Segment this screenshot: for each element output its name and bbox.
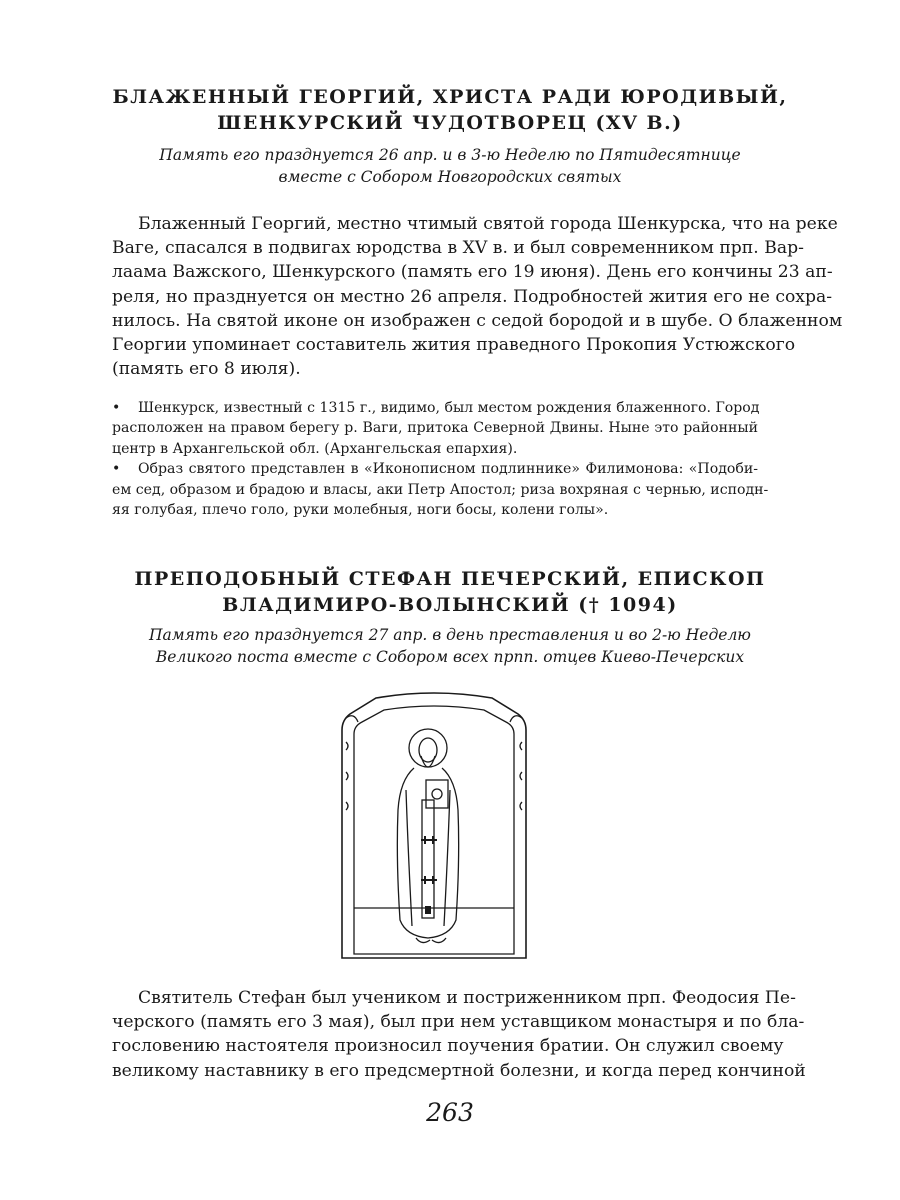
note-bullet: • xyxy=(112,461,121,478)
saint-icon-illustration xyxy=(336,690,532,960)
note-1-line: центр в Архангельской обл. (Архангельская епархия). xyxy=(112,440,518,457)
section1-body-line: (память его 8 июля). xyxy=(112,359,301,380)
section1-notes xyxy=(112,398,769,520)
section2-title-line-1: ПРЕПОДОБНЫЙ СТЕФАН ПЕЧЕРСКИЙ, ЕПИСКОП xyxy=(134,568,766,590)
section2-title-line-2: ВЛАДИМИРО-ВОЛЫНСКИЙ († 1094) xyxy=(222,594,678,616)
note-1-line: расположен на правом берегу р. Ваги, притока Северной Двины. Ныне это районный xyxy=(112,420,758,437)
section1-title-line-1: БЛАЖЕННЫЙ ГЕОРГИЙ, ХРИСТА РАДИ ЮРОДИВЫЙ, xyxy=(112,86,788,108)
note-2-line: ем сед, образом и брадою и власы, аки Петр Апостол; риза вохряная с чернью, исподн- xyxy=(112,481,769,498)
page-number: 263 xyxy=(426,1098,474,1127)
section1-body xyxy=(112,212,843,381)
note-bullet: • xyxy=(112,400,121,416)
section1-body-line: Георгии упоминает составитель жития праведного Прокопия Устюжского xyxy=(112,335,796,356)
note-2-line: • Образ святого представлен в «Иконописном подлиннике» Филимонова: «Подоби- xyxy=(112,459,758,479)
section1-body-line: Ваге, спасался в подвигах юродства в XV в. и был современником прп. Вар- xyxy=(112,238,804,259)
section2-body-line: черского (память его 3 мая), был при нем уставщиком монастыря и по бла- xyxy=(112,1012,805,1033)
section2-title xyxy=(110,566,790,618)
saint-icon xyxy=(336,690,532,960)
section2-memory-line-1: Память его празднуется 27 апр. в день преставления и во 2-ю Неделю xyxy=(149,626,751,644)
section1-title-line-2: ШЕНКУРСКИЙ ЧУДОТВОРЕЦ (XV В.) xyxy=(217,112,683,134)
section2-body-line: великому наставнику в его предсмертной болезни, и когда перед кончиной xyxy=(112,1060,806,1081)
section1-memory-line-2: вместе с Собором Новгородских святых xyxy=(278,168,622,186)
section2-memory xyxy=(110,624,790,668)
note-2-line: яя голубая, плечо голо, руки молебныя, ноги босы, колени голы». xyxy=(112,502,609,519)
section2-body-line: Святитель Стефан был учеником и постриженником прп. Феодосия Пе- xyxy=(138,988,796,1008)
section1-title xyxy=(110,84,790,136)
section2-memory-line-2: Великого поста вместе с Собором всех прпп. отцев Киево-Печерских xyxy=(155,648,745,666)
note-1-line: • Шенкурск, известный с 1315 г., видимо, был местом рождения блаженного. Город xyxy=(112,398,758,418)
section1-body-line: лаама Важского, Шенкурского (память его 19 июня). День его кончины 23 ап- xyxy=(112,262,833,283)
section1-body-line: нилось. На святой иконе он изображен с седой бородой и в шубе. О блаженном xyxy=(112,310,843,331)
section1-memory-line-1: Память его празднуется 26 апр. и в 3-ю Неделю по Пятидесятнице xyxy=(159,146,741,164)
section2-body-line: гословению настоятеля произносил поучения братии. Он служил своему xyxy=(112,1036,784,1057)
section1-memory xyxy=(110,144,790,188)
section2-body xyxy=(112,986,806,1083)
section1-body-line: Блаженный Георгий, местно чтимый святой города Шенкурска, что на реке xyxy=(138,214,838,234)
section1-body-line: реля, но празднуется он местно 26 апреля. Подробностей жития его не сохра- xyxy=(112,286,833,307)
